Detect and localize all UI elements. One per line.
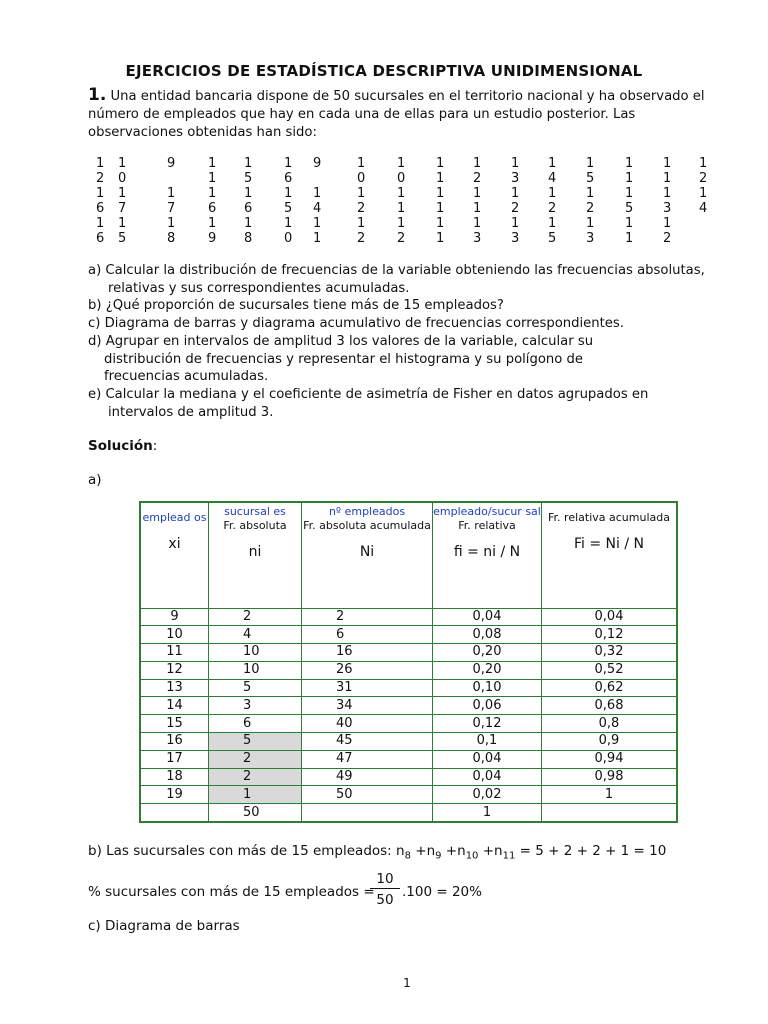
observation-digit: 3 — [473, 231, 482, 246]
observation-digit: 1 — [96, 186, 105, 201]
observation-digit: 1 — [663, 186, 672, 201]
observation-digit: 6 — [96, 201, 105, 216]
question-a: a) Calcular la distribución de frecuencias de la variable obteniendo las frecuencias absolutas, — [88, 263, 705, 278]
table-row — [140, 697, 677, 715]
observation-digit: 5 — [625, 201, 634, 216]
table-cell: 5 — [209, 679, 302, 697]
table-cell: 6 — [209, 715, 302, 733]
observation-digit: 1 — [244, 186, 253, 201]
observation-digit: 1 — [663, 156, 672, 171]
observation-digit: 1 — [167, 216, 176, 231]
observation-digit: 5 — [244, 171, 253, 186]
observation-digit: 1 — [625, 216, 634, 231]
observation-digit: 6 — [96, 231, 105, 246]
table-row — [140, 715, 677, 733]
observation-digit: 0 — [357, 171, 366, 186]
observation-digit: 6 — [244, 201, 253, 216]
header-Ni — [302, 502, 433, 608]
header-Fi — [542, 502, 678, 608]
header-Ni-sub: Fr. absoluta acumulada — [303, 519, 431, 532]
observation-digit: 1 — [473, 201, 482, 216]
observation-digit: 2 — [548, 201, 557, 216]
observation-digit: 2 — [586, 201, 595, 216]
observation-digit: 1 — [473, 216, 482, 231]
observation-digit: 2 — [357, 201, 366, 216]
observation-digit: 1 — [663, 171, 672, 186]
empty-cell — [302, 804, 433, 822]
question-c: c) Diagrama de barras y diagrama acumulativo de frecuencias correspondientes. — [88, 316, 624, 332]
table-cell: 14 — [140, 697, 209, 715]
observation-digit: 1 — [511, 186, 520, 201]
header-xi-symbol: xi — [168, 536, 181, 552]
observation-digit: 5 — [586, 171, 595, 186]
observation-digit: 1 — [118, 156, 127, 171]
table-cell: 0,20 — [433, 661, 542, 679]
solution-heading-text: Solución — [88, 438, 153, 454]
table-cell: 31 — [302, 679, 433, 697]
observation-digit: 1 — [511, 216, 520, 231]
observation-digit: 1 — [625, 156, 634, 171]
solution-colon: : — [152, 438, 158, 454]
observation-digit: 1 — [586, 156, 595, 171]
table-cell: 0,12 — [433, 715, 542, 733]
total-cell: 1 — [433, 804, 542, 822]
solution-heading — [88, 438, 157, 454]
table-row — [140, 679, 677, 697]
observation-digit: 0 — [284, 231, 293, 246]
header-xi-label: emplead os — [142, 511, 207, 524]
observation-digit: 0 — [118, 171, 127, 186]
observation-digit: 0 — [397, 171, 406, 186]
table-cell: 0,98 — [542, 768, 678, 786]
observation-digit: 1 — [357, 186, 366, 201]
observation-digit: 1 — [284, 186, 293, 201]
observation-digit: 1 — [511, 156, 520, 171]
observation-digit: 1 — [586, 186, 595, 201]
fraction-numerator: 10 — [376, 871, 394, 887]
table-cell: 0,62 — [542, 679, 678, 697]
observation-digit: 1 — [436, 231, 445, 246]
page-number: 1 — [403, 976, 411, 990]
table-cell: 6 — [302, 626, 433, 644]
observation-digit: 2 — [699, 171, 708, 186]
observation-digit: 5 — [548, 231, 557, 246]
observation-digit: 1 — [397, 201, 406, 216]
table-cell: 16 — [302, 644, 433, 662]
observation-digit: 1 — [473, 186, 482, 201]
table-row — [140, 661, 677, 679]
observation-digit: 1 — [625, 171, 634, 186]
table-cell: 0,32 — [542, 644, 678, 662]
observation-digit: 1 — [357, 156, 366, 171]
table-cell: 0,02 — [433, 786, 542, 804]
observation-digit: 1 — [663, 216, 672, 231]
table-cell: 12 — [140, 661, 209, 679]
frequency-table-body — [140, 608, 677, 822]
observation-digit: 1 — [284, 216, 293, 231]
table-row — [140, 733, 677, 751]
observation-digit: 2 — [96, 171, 105, 186]
answer-b — [88, 843, 666, 862]
observation-digit: 3 — [663, 201, 672, 216]
table-row — [140, 608, 677, 626]
header-Fi-symbol: Fi = Ni / N — [573, 536, 644, 552]
question-d-cont2: frecuencias acumuladas. — [104, 369, 269, 385]
header-Ni-symbol: Ni — [359, 544, 375, 560]
question-a-cont: relativas y sus correspondientes acumuladas. — [108, 280, 410, 296]
header-fi — [433, 502, 542, 608]
observation-digit: 2 — [357, 231, 366, 246]
observation-digit: 1 — [96, 156, 105, 171]
table-cell: 45 — [302, 733, 433, 751]
table-cell: 9 — [140, 608, 209, 626]
percent-line — [88, 870, 588, 918]
header-ni-sub: Fr. absoluta — [223, 519, 287, 532]
header-ni-label: sucursal es — [224, 505, 286, 518]
table-cell: 18 — [140, 768, 209, 786]
observation-digit: 1 — [208, 156, 217, 171]
problem-statement — [88, 86, 718, 142]
table-cell: 0,04 — [433, 750, 542, 768]
observation-digit: 4 — [313, 201, 322, 216]
table-cell: 50 — [302, 786, 433, 804]
table-row — [140, 750, 677, 768]
observation-digit: 1 — [436, 156, 445, 171]
header-fi-sub: Fr. relativa — [458, 519, 516, 532]
question-d: d) Agrupar en intervalos de amplitud 3 los valores de la variable, calcular su — [88, 333, 594, 349]
part-c: c) Diagrama de barras — [88, 918, 240, 934]
table-cell: 0,8 — [542, 715, 678, 733]
observation-digit: 3 — [511, 171, 520, 186]
question-e-cont: intervalos de amplitud 3. — [108, 404, 274, 420]
empty-cell — [140, 804, 209, 822]
table-cell: 3 — [209, 697, 302, 715]
table-cell: 2 — [209, 768, 302, 786]
observation-digit: 4 — [548, 171, 557, 186]
questions-list — [88, 262, 728, 421]
header-Fi-label: Fr. relativa acumulada — [548, 511, 670, 524]
observation-digit: 1 — [313, 231, 322, 246]
table-cell: 15 — [140, 715, 209, 733]
empty-cell — [542, 804, 678, 822]
observation-digit: 1 — [313, 216, 322, 231]
table-cell: 2 — [209, 750, 302, 768]
total-cell: 50 — [209, 804, 302, 822]
table-row — [140, 786, 677, 804]
header-fi-label: empleado/sucur sal — [433, 505, 541, 518]
table-cell: 49 — [302, 768, 433, 786]
table-cell: 10 — [209, 644, 302, 662]
table-cell: 17 — [140, 750, 209, 768]
table-cell: 0,10 — [433, 679, 542, 697]
observation-digit: 1 — [699, 156, 708, 171]
observation-digit: 2 — [397, 231, 406, 246]
observation-digit: 1 — [586, 216, 595, 231]
table-cell: 0,20 — [433, 644, 542, 662]
percent-label: % sucursales con más de 15 empleados = — [88, 884, 375, 900]
problem-number: 1. — [88, 85, 107, 105]
observation-digit: 1 — [625, 186, 634, 201]
table-cell: 5 — [209, 733, 302, 751]
table-cell: 10 — [209, 661, 302, 679]
header-ni — [209, 502, 302, 608]
observation-digit: 1 — [625, 231, 634, 246]
table-cell: 47 — [302, 750, 433, 768]
observation-digit: 1 — [167, 186, 176, 201]
observation-digit: 2 — [473, 171, 482, 186]
frequency-table — [139, 501, 678, 823]
observation-digit: 2 — [663, 231, 672, 246]
table-cell: 0,08 — [433, 626, 542, 644]
observation-digit: 1 — [244, 156, 253, 171]
observation-digit: 1 — [397, 216, 406, 231]
table-cell: 2 — [302, 608, 433, 626]
observation-digit: 9 — [313, 156, 322, 171]
observation-digit: 1 — [118, 216, 127, 231]
observation-digit: 4 — [699, 201, 708, 216]
solution-part-a: a) — [88, 472, 102, 488]
observation-digit: 1 — [118, 186, 127, 201]
observation-digit: 1 — [208, 186, 217, 201]
observation-digit: 1 — [208, 216, 217, 231]
table-cell: 1 — [542, 786, 678, 804]
table-cell: 0,12 — [542, 626, 678, 644]
header-ni-symbol: ni — [248, 544, 262, 560]
table-cell: 11 — [140, 644, 209, 662]
observation-digit: 9 — [208, 231, 217, 246]
answer-b-formula: $n_8 +n_9 +n_{10} +n_{11} = 5 + 2 + 2 + 1 = 10$ — [396, 843, 667, 862]
observation-digit: 1 — [473, 156, 482, 171]
table-row — [140, 644, 677, 662]
observation-digit: 1 — [96, 216, 105, 231]
table-row — [140, 626, 677, 644]
observation-digit: 1 — [548, 186, 557, 201]
table-cell: 2 — [209, 608, 302, 626]
header-xi — [140, 502, 209, 608]
observation-digit: 9 — [167, 156, 176, 171]
page-title: EJERCICIOS DE ESTADÍSTICA DESCRIPTIVA UNIDIMENSIONAL — [125, 62, 643, 80]
problem-text: Una entidad bancaria dispone de 50 sucursales en el territorio nacional y ha observado el número de empleados que hay en cada una de ellas para un estudio posterior. Las observaciones obtenidas han sido: — [88, 89, 705, 140]
table-cell: 34 — [302, 697, 433, 715]
percent-fraction — [370, 870, 400, 907]
observation-digit: 1 — [436, 201, 445, 216]
table-cell: 19 — [140, 786, 209, 804]
table-cell: 0,04 — [433, 608, 542, 626]
table-cell: 10 — [140, 626, 209, 644]
header-fi-symbol: fi = ni / N — [453, 544, 521, 560]
table-cell: 1 — [209, 786, 302, 804]
answer-b-prefix: b) Las sucursales con más de 15 empleados: — [88, 843, 397, 859]
table-cell: 40 — [302, 715, 433, 733]
observation-digit: 1 — [244, 216, 253, 231]
observation-digit: 1 — [284, 156, 293, 171]
observation-digit: 8 — [167, 231, 176, 246]
table-cell: 0,68 — [542, 697, 678, 715]
table-cell: 0,04 — [433, 768, 542, 786]
observation-digit: 1 — [397, 186, 406, 201]
table-row — [140, 768, 677, 786]
observation-digit: 1 — [357, 216, 366, 231]
observation-digit: 1 — [208, 171, 217, 186]
observation-digit: 6 — [284, 171, 293, 186]
observation-digit: 5 — [284, 201, 293, 216]
table-cell: 0,1 — [433, 733, 542, 751]
observation-digit: 3 — [586, 231, 595, 246]
observation-digit: 5 — [118, 231, 127, 246]
observation-digit: 1 — [699, 186, 708, 201]
fraction-denominator: 50 — [376, 892, 394, 908]
observation-digit: 1 — [436, 216, 445, 231]
observation-digit: 7 — [167, 201, 176, 216]
question-b: b) ¿Qué proporción de sucursales tiene más de 15 empleados? — [88, 298, 504, 314]
observation-digit: 3 — [511, 231, 520, 246]
observation-digit: 6 — [208, 201, 217, 216]
observation-digit: 1 — [548, 156, 557, 171]
table-cell: 16 — [140, 733, 209, 751]
observation-digit: 1 — [313, 186, 322, 201]
table-cell: 0,04 — [542, 608, 678, 626]
percent-result: .100 = 20% — [402, 884, 482, 900]
totals-row — [140, 804, 677, 822]
table-cell: 0,06 — [433, 697, 542, 715]
table-cell: 4 — [209, 626, 302, 644]
table-cell: 0,9 — [542, 733, 678, 751]
observation-digit: 1 — [548, 216, 557, 231]
observation-digit: 1 — [397, 156, 406, 171]
table-cell: 26 — [302, 661, 433, 679]
observation-digit: 7 — [118, 201, 127, 216]
table-cell: 13 — [140, 679, 209, 697]
table-cell: 0,94 — [542, 750, 678, 768]
question-d-cont: distribución de frecuencias y representar el histograma y su polígono de — [104, 351, 584, 367]
observation-digit: 8 — [244, 231, 253, 246]
header-Ni-label: nº empleados — [328, 505, 406, 518]
table-cell: 0,52 — [542, 661, 678, 679]
observation-digit: 2 — [511, 201, 520, 216]
observation-digit: 1 — [436, 171, 445, 186]
observation-digit: 1 — [436, 186, 445, 201]
question-e: e) Calcular la mediana y el coeficiente de asimetría de Fisher en datos agrupados en — [88, 386, 649, 402]
